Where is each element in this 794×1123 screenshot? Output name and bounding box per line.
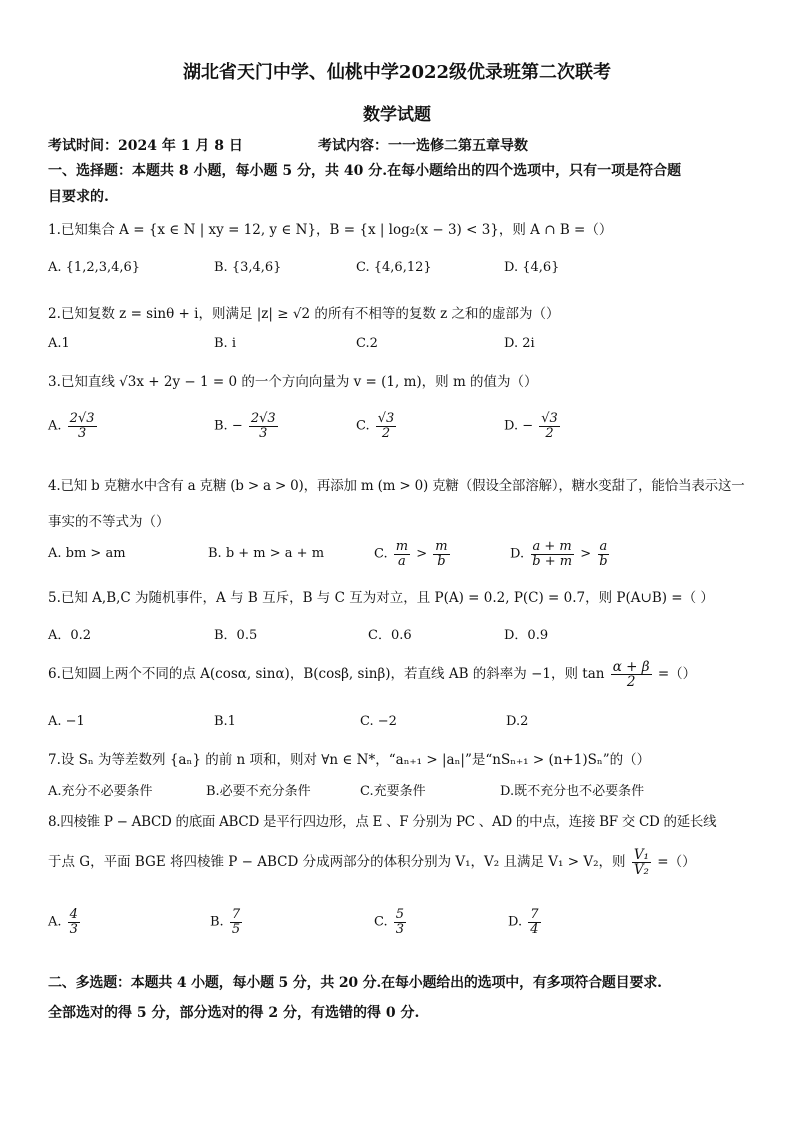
question-7-stem: 7.设 Sₙ 为等差数列 {aₙ} 的前 n 项和，则对 ∀n ∈ N*，“aₙ₊₁ > |aₙ|”是“nSₙ₊₁ > (n+1)Sₙ”的（） — [48, 752, 651, 768]
denominator: b + m — [532, 553, 573, 569]
question-8-stem-line2 — [48, 848, 754, 877]
question-4-stem-line1: 4.已知 b 克糖水中含有 a 克糖 (b > a > 0)，再添加 m (m > 0) 克糖（假设全部溶解），糖水变甜了，能恰当表示这一 — [48, 478, 745, 494]
question-8-stem-line1: 8.四棱锥 P − ABCD 的底面 ABCD 是平行四边形，点 E 、F 分别为 PC 、AD 的中点，连接 BF 交 CD 的延长线 — [48, 814, 717, 830]
option-d: D.2 — [506, 714, 529, 729]
fraction — [528, 908, 540, 936]
option-label: B. — [210, 914, 224, 930]
fraction — [530, 540, 574, 568]
option-c: C.充要条件 — [360, 784, 426, 799]
option-c: C．0.6 — [368, 628, 412, 643]
fraction — [230, 908, 242, 936]
option-a — [48, 908, 82, 936]
denominator: a — [398, 553, 406, 569]
denominator: 3 — [69, 921, 78, 937]
option-c — [356, 412, 398, 440]
option-b: B.1 — [214, 714, 236, 729]
exam-subtitle: 数学试题 — [363, 105, 431, 125]
option-label: C. — [374, 914, 388, 930]
denominator: 3 — [259, 425, 268, 441]
fraction — [539, 412, 560, 440]
stem-tail: =（） — [657, 854, 696, 871]
numerator: m — [435, 539, 448, 554]
denominator: 3 — [395, 921, 405, 937]
relation: > — [416, 546, 428, 562]
option-b: B. b + m > a + m — [208, 546, 325, 561]
stem-text: 6.已知圆上两个不同的点 A(cosα, sinα)，B(cosβ, sinβ)，若直线 AB 的斜率为 −1，则 tan — [48, 666, 605, 683]
question-6-stem — [48, 660, 754, 689]
numerator: 2√3 — [250, 411, 276, 426]
fraction — [597, 540, 609, 568]
denominator: b — [437, 553, 446, 569]
numerator: √3 — [377, 411, 395, 426]
option-d: D.既不充分也不必要条件 — [500, 784, 645, 799]
section1-heading-line1: 一、选择题：本题共 8 小题，每小题 5 分，共 40 分.在每小题给出的四个选项中，只有一项是符合题 — [48, 163, 682, 179]
fraction — [249, 412, 278, 440]
option-c: C. −2 — [360, 714, 397, 729]
option-label: A. — [48, 418, 62, 434]
option-label: D. − — [504, 418, 534, 434]
numerator: α + β — [612, 659, 650, 675]
option-b: B. i — [214, 336, 236, 351]
option-c: C.2 — [356, 336, 378, 351]
option-c — [374, 540, 452, 568]
option-label: D. — [510, 546, 525, 562]
denominator: V₂ — [633, 862, 649, 879]
option-label: B. − — [214, 418, 243, 434]
option-a: A. −1 — [48, 714, 85, 729]
option-c — [374, 908, 408, 936]
option-b: B. {3,4,6} — [214, 260, 282, 275]
option-a: A. bm > am — [48, 546, 126, 561]
fraction — [433, 540, 449, 568]
question-5-stem: 5.已知 A,B,C 为随机事件，A 与 B 互斥，B 与 C 互为对立，且 P(A) = 0.2, P(C) = 0.7，则 P(A∪B) =（ ） — [48, 590, 714, 606]
fraction — [376, 412, 397, 440]
option-b — [210, 908, 244, 936]
denominator: 2 — [545, 425, 554, 441]
option-b: B.必要不充分条件 — [206, 784, 311, 799]
option-a: A.充分不必要条件 — [48, 784, 153, 799]
option-d — [510, 540, 612, 568]
denominator: 2 — [381, 425, 391, 441]
exam-content: 考试内容：一一选修二第五章导数 — [318, 138, 528, 154]
section1-heading-line2: 目要求的. — [48, 189, 109, 205]
numerator: V₁ — [633, 847, 649, 863]
option-c: C. {4,6,12} — [356, 260, 432, 275]
numerator: 4 — [69, 907, 78, 922]
section2-heading-line2: 全部选对的得 5 分，部分选对的得 2 分，有选错的得 0 分. — [48, 1005, 420, 1021]
section2-heading-line1: 二、多选题：本题共 4 小题，每小题 5 分，共 20 分.在每小题给出的选项中，有多项符合题目要求. — [48, 975, 662, 991]
denominator: 4 — [530, 921, 539, 937]
option-label: D. — [508, 914, 523, 930]
denominator: 2 — [626, 674, 636, 691]
option-label: C. — [374, 546, 388, 562]
question-1-stem: 1.已知集合 A = {x ∈ N | xy = 12, y ∈ N}，B = {x | log₂(x − 3) < 3}，则 A ∩ B =（） — [48, 222, 613, 238]
numerator: 5 — [395, 907, 405, 922]
numerator: a + m — [532, 539, 572, 554]
relation: > — [580, 546, 592, 562]
option-b: B．0.5 — [214, 628, 258, 643]
option-d: D. 2i — [504, 336, 535, 351]
question-2-stem: 2.已知复数 z = sinθ + i，则满足 |z| ≥ √2 的所有不相等的复数 z 之和的虚部为（） — [48, 306, 560, 322]
option-a: A.1 — [48, 336, 70, 351]
fraction — [68, 412, 97, 440]
option-a — [48, 412, 99, 440]
exam-time: 考试时间：2024 年 1 月 8 日 — [48, 138, 243, 154]
option-label: A. — [48, 914, 62, 930]
option-label: C. — [356, 418, 370, 434]
denominator: 5 — [231, 921, 241, 937]
numerator: 7 — [530, 907, 539, 922]
numerator: √3 — [541, 411, 558, 426]
exam-info-row — [48, 135, 754, 155]
question-3-stem: 3.已知直线 √3x + 2y − 1 = 0 的一个方向向量为 v = (1, m)，则 m 的值为（） — [48, 374, 538, 390]
option-d: D. {4,6} — [504, 260, 560, 275]
fraction — [394, 908, 406, 936]
fraction — [611, 660, 652, 689]
stem-tail: =（） — [657, 666, 697, 683]
denominator: 3 — [77, 425, 87, 441]
question-4-stem-line2: 事实的不等式为（） — [48, 514, 170, 530]
option-d — [504, 412, 562, 440]
numerator: 2√3 — [69, 411, 95, 426]
numerator: a — [599, 539, 608, 554]
fraction — [394, 540, 410, 568]
numerator: 7 — [231, 907, 241, 922]
option-d — [508, 908, 543, 936]
option-a: A. {1,2,3,4,6} — [48, 260, 141, 275]
option-a: A．0.2 — [48, 628, 92, 643]
numerator: m — [395, 539, 409, 554]
denominator: b — [599, 553, 608, 569]
option-b — [214, 412, 280, 440]
fraction — [632, 848, 651, 877]
exam-title: 湖北省天门中学、仙桃中学2022级优录班第二次联考 — [182, 62, 612, 83]
option-d: D．0.9 — [504, 628, 549, 643]
stem-text: 于点 G，平面 BGE 将四棱锥 P − ABCD 分成两部分的体积分别为 V₁，V₂ 且满足 V₁ > V₂，则 — [48, 854, 626, 871]
fraction — [68, 908, 80, 936]
